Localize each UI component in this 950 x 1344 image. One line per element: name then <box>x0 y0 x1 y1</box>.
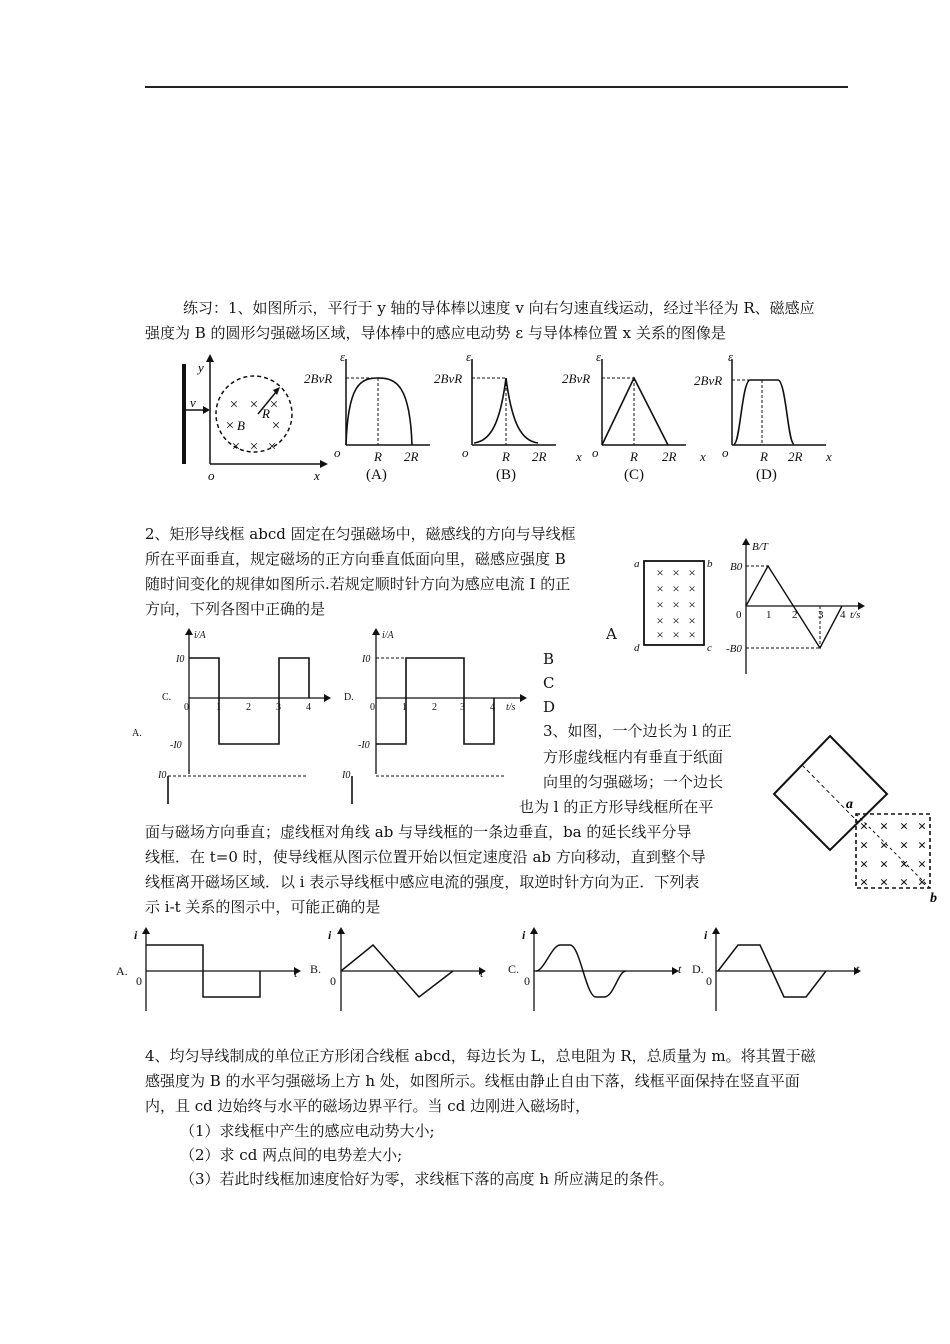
q3-line1: 3、如图，一个边长为 l 的正 <box>543 722 732 740</box>
svg-text:×: × <box>917 838 927 854</box>
svg-text:×: × <box>672 627 680 642</box>
svg-text:2R: 2R <box>404 449 419 464</box>
svg-text:×: × <box>267 439 277 455</box>
svg-text:R: R <box>502 449 510 464</box>
q2-line4: 方向，下列各图中正确的是 <box>145 600 326 618</box>
svg-text:4: 4 <box>306 702 311 713</box>
q4-sub3: （3）若此时线框加速度恰好为零，求线框下落的高度 h 所应满足的条件。 <box>180 1170 674 1188</box>
svg-text:2: 2 <box>792 609 798 621</box>
q1-label-B: (B) <box>496 467 516 483</box>
svg-text:×: × <box>249 439 259 455</box>
svg-text:2BvR: 2BvR <box>434 371 463 386</box>
svg-text:×: × <box>859 857 869 873</box>
svg-text:x: x <box>700 449 706 464</box>
svg-text:a: a <box>846 797 853 812</box>
q3-graph-A <box>142 927 301 1011</box>
svg-text:2BvR: 2BvR <box>562 371 591 386</box>
q3-graph-C <box>530 927 679 1011</box>
q1-line1: 练习：1、如图所示，平行于 y 轴的导体棒以速度 v 向右匀速直线运动，经过半径为 R、磁感应 <box>183 299 815 317</box>
q4-sub2: （2）求 cd 两点间的电势差大小; <box>180 1146 403 1164</box>
q1-line2: 强度为 B 的圆形匀强磁场区域，导体棒中的感应电动势 ε 与导体棒位置 x 关系的图像是 <box>145 324 726 342</box>
svg-text:ε: ε <box>466 349 472 364</box>
svg-text:t: t <box>856 962 860 976</box>
svg-text:×: × <box>656 597 664 612</box>
svg-text:A.: A. <box>116 964 128 978</box>
q3-line4: 也为 l 的正方形导线框所在平 <box>519 798 714 816</box>
svg-text:C.: C. <box>508 962 520 976</box>
svg-text:2BvR: 2BvR <box>694 373 723 388</box>
svg-text:A.: A. <box>132 728 142 739</box>
header-rule <box>145 86 848 88</box>
svg-text:I0: I0 <box>362 654 371 665</box>
svg-text:1: 1 <box>766 609 772 621</box>
q3-graph-B <box>337 927 486 1011</box>
svg-text:2R: 2R <box>532 449 547 464</box>
svg-text:c: c <box>707 642 712 654</box>
svg-text:-I0: -I0 <box>358 740 370 751</box>
svg-text:×: × <box>899 857 909 873</box>
svg-text:4: 4 <box>840 609 846 621</box>
svg-text:2R: 2R <box>788 449 803 464</box>
svg-text:×: × <box>917 875 927 891</box>
svg-text:×: × <box>225 418 235 434</box>
svg-text:C.: C. <box>162 692 172 703</box>
q1-graph-D <box>732 359 826 445</box>
svg-text:a: a <box>634 558 640 570</box>
svg-text:2: 2 <box>432 702 437 713</box>
svg-text:I0: I0 <box>176 654 185 665</box>
svg-text:3: 3 <box>818 609 824 621</box>
svg-text:o: o <box>462 445 469 460</box>
svg-text:0: 0 <box>330 974 336 988</box>
q3-line8: 示 i-t 关系的图示中，可能正确的是 <box>145 898 381 916</box>
svg-text:0: 0 <box>370 702 375 713</box>
svg-text:×: × <box>249 397 259 413</box>
svg-text:0: 0 <box>736 609 742 621</box>
svg-text:R: R <box>760 449 768 464</box>
svg-text:0: 0 <box>184 702 189 713</box>
svg-text:ε: ε <box>340 349 346 364</box>
q4-sub1: （1）求线框中产生的感应电动势大小; <box>180 1122 435 1140</box>
svg-text:B/T: B/T <box>752 541 768 553</box>
q2-line1: 2、矩形导线框 abcd 固定在匀强磁场中，磁感线的方向与导线框 <box>145 525 576 543</box>
svg-text:i: i <box>522 928 526 942</box>
svg-text:×: × <box>899 819 909 835</box>
svg-text:I0: I0 <box>158 770 167 781</box>
svg-text:I0: I0 <box>342 770 351 781</box>
svg-text:×: × <box>859 819 869 835</box>
svg-text:ε: ε <box>728 349 734 364</box>
q2-graph-D <box>340 626 530 806</box>
conductor-rod <box>182 364 186 464</box>
svg-text:t/s: t/s <box>850 609 861 621</box>
x-axis-label: x <box>314 468 320 482</box>
svg-text:×: × <box>688 565 696 580</box>
svg-text:×: × <box>859 875 869 891</box>
svg-text:i: i <box>134 928 138 942</box>
svg-text:o: o <box>334 445 341 460</box>
svg-text:×: × <box>688 597 696 612</box>
q3-figure <box>772 732 942 912</box>
svg-text:i/A: i/A <box>194 630 206 641</box>
svg-text:o: o <box>722 445 729 460</box>
q1-label-C: (C) <box>624 467 644 483</box>
svg-text:0: 0 <box>524 974 530 988</box>
q2-graph-C <box>132 626 332 806</box>
svg-text:1: 1 <box>216 702 221 713</box>
svg-text:d: d <box>634 642 640 654</box>
svg-text:0: 0 <box>706 974 712 988</box>
q1-graphs <box>300 345 860 487</box>
svg-text:×: × <box>879 819 889 835</box>
svg-text:×: × <box>879 875 889 891</box>
svg-text:x: x <box>826 449 832 464</box>
svg-text:1: 1 <box>402 702 407 713</box>
svg-text:×: × <box>672 613 680 628</box>
svg-text:×: × <box>229 397 239 413</box>
q1-label-A: (A) <box>366 467 387 483</box>
svg-text:×: × <box>917 857 927 873</box>
svg-text:×: × <box>899 838 909 854</box>
q3-line3: 向里的匀强磁场；一个边长 <box>543 773 724 791</box>
svg-text:t: t <box>678 962 682 976</box>
q3-line7: 线框离开磁场区域．以 i 表示导线框中感应电流的强度，取逆时针方向为正．下列表 <box>145 873 700 891</box>
svg-text:3: 3 <box>460 702 465 713</box>
svg-text:t/s: t/s <box>506 702 516 713</box>
svg-text:ε: ε <box>596 349 602 364</box>
q4-line3: 内，且 cd 边始终与水平的磁场边界平行。当 cd 边刚进入磁场时， <box>145 1097 591 1115</box>
svg-text:0: 0 <box>136 974 142 988</box>
svg-text:R: R <box>374 449 382 464</box>
svg-text:i/A: i/A <box>382 630 394 641</box>
svg-text:4: 4 <box>490 702 495 713</box>
svg-text:B.: B. <box>310 962 322 976</box>
svg-text:i: i <box>328 928 332 942</box>
q2-option-B[interactable]: B <box>543 650 555 668</box>
svg-text:t: t <box>480 966 484 980</box>
svg-text:×: × <box>231 439 241 455</box>
svg-text:×: × <box>269 397 279 413</box>
q2-frame-figure <box>632 555 718 655</box>
svg-text:×: × <box>879 838 889 854</box>
svg-text:×: × <box>656 627 664 642</box>
svg-text:2: 2 <box>246 702 251 713</box>
origin-label: o <box>208 468 215 482</box>
q3-graphs <box>112 925 872 1015</box>
radius-label: R <box>262 406 270 421</box>
velocity-label: v <box>190 395 196 410</box>
svg-text:2R: 2R <box>662 449 677 464</box>
svg-text:b: b <box>707 558 713 570</box>
svg-text:t: t <box>294 966 298 980</box>
svg-text:B0: B0 <box>730 561 743 573</box>
svg-text:o: o <box>592 445 599 460</box>
q3-line5: 面与磁场方向垂直；虚线框对角线 ab 与导线框的一条边垂直，ba 的延长线平分导 <box>145 823 692 841</box>
svg-text:D.: D. <box>692 962 704 976</box>
svg-text:-I0: -I0 <box>170 740 182 751</box>
svg-text:×: × <box>688 581 696 596</box>
svg-text:2BvR: 2BvR <box>304 371 333 386</box>
svg-text:×: × <box>271 418 281 434</box>
field-label: B <box>237 418 245 433</box>
svg-text:×: × <box>917 819 927 835</box>
q4-line2: 感强度为 B 的水平匀强磁场上方 h 处，如图所示。线框由静止自由下落，线框平面保持在竖直平面 <box>145 1072 800 1090</box>
svg-text:×: × <box>656 581 664 596</box>
q2-line2: 所在平面垂直，规定磁场的正方向垂直低面向里，磁感应强度 B <box>145 550 566 568</box>
q3-line2: 方形虚线框内有垂直于纸面 <box>543 748 724 766</box>
q4-line1: 4、均匀导线制成的单位正方形闭合线框 abcd，每边长为 L，总电阻为 R，总质量为 m。将其置于磁 <box>145 1047 816 1065</box>
svg-text:R: R <box>630 449 638 464</box>
q2-option-C[interactable]: C <box>543 674 555 692</box>
q2-option-D[interactable]: D <box>543 698 556 716</box>
q1-graph-C <box>602 359 686 445</box>
q1-graph-B <box>472 359 556 445</box>
svg-text:b: b <box>930 891 937 906</box>
y-axis-label: y <box>198 360 204 375</box>
svg-text:x: x <box>576 449 582 464</box>
q3-line6: 线框．在 t=0 时，使导线框从图示位置开始以恒定速度沿 ab 方向移动，直到整个导 <box>145 848 706 866</box>
svg-text:×: × <box>859 838 869 854</box>
svg-text:×: × <box>879 857 889 873</box>
svg-text:i: i <box>704 928 708 942</box>
svg-text:D.: D. <box>344 692 354 703</box>
svg-text:×: × <box>688 627 696 642</box>
svg-text:×: × <box>688 613 696 628</box>
q2-option-A[interactable]: A <box>606 625 617 643</box>
q2-line3: 随时间变化的规律如图所示.若规定顺时针方向为感应电流 I 的正 <box>145 575 571 593</box>
svg-text:-B0: -B0 <box>726 643 742 655</box>
q1-label-D: (D) <box>756 467 777 483</box>
q1-graph-A <box>346 359 430 445</box>
svg-text:×: × <box>656 613 664 628</box>
q2-bt-graph <box>726 536 866 678</box>
svg-text:×: × <box>656 565 664 580</box>
svg-text:×: × <box>672 597 680 612</box>
q3-graph-D <box>712 927 861 1011</box>
svg-text:×: × <box>672 581 680 596</box>
svg-text:×: × <box>899 875 909 891</box>
svg-text:×: × <box>672 565 680 580</box>
svg-text:3: 3 <box>276 702 281 713</box>
wire-frame <box>774 736 887 850</box>
